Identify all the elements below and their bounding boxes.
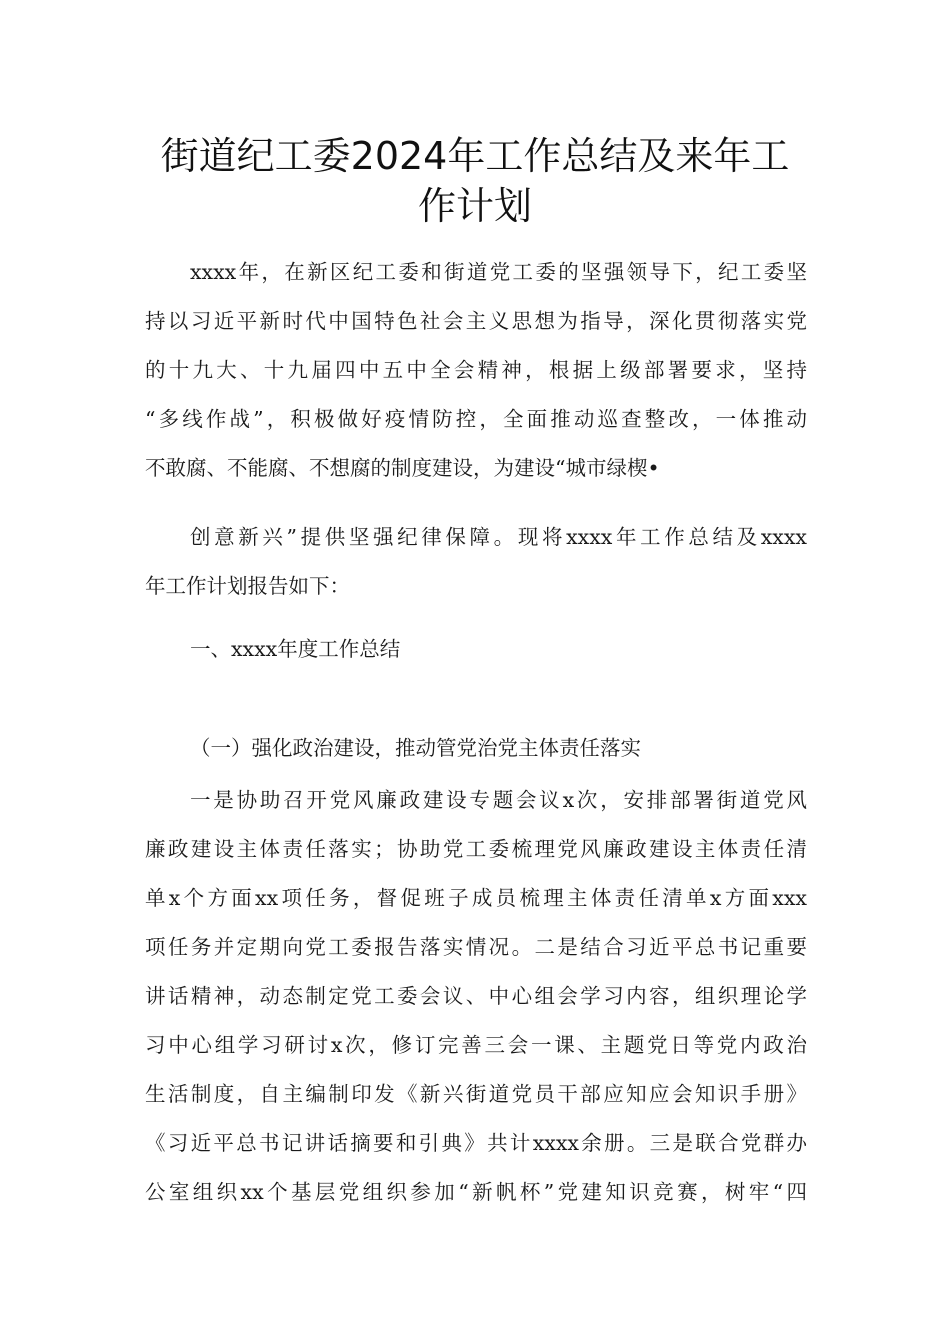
document-title-line-2: 作计划 <box>417 184 532 228</box>
paragraph-line: 讲话精神，动态制定党工委会议、中心组会学习内容，组织理论学 <box>145 984 807 1008</box>
paragraph-line: 单x个方面xx项任务，督促班子成员梳理主体责任清单x方面xxx <box>145 886 807 910</box>
paragraph-line: 《习近平总书记讲话摘要和引典》共计xxxx余册。三是联合党群办 <box>145 1131 807 1155</box>
paragraph-line: “多线作战”，积极做好疫情防控，全面推动巡查整改，一体推动 <box>145 407 807 431</box>
paragraph-line: 生活制度，自主编制印发《新兴街道党员干部应知应会知识手册》 <box>145 1082 807 1106</box>
document-title-line-1: 街道纪工委2024年工作总结及来年工 <box>160 134 790 178</box>
paragraph-line: 公室组织xx个基层党组织参加“新帆杯”党建知识竞赛，树牢“四 <box>145 1180 807 1204</box>
paragraph-line: 廉政建设主体责任落实；协助党工委梳理党风廉政建设主体责任清 <box>145 837 807 861</box>
paragraph-line: 持以习近平新时代中国特色社会主义思想为指导，深化贯彻落实党 <box>145 309 807 333</box>
paragraph-line: 的十九大、十九届四中五中全会精神，根据上级部署要求，坚持 <box>145 358 807 382</box>
paragraph-line: 年工作计划报告如下： <box>145 574 350 598</box>
paragraph-line: xxxx年，在新区纪工委和街道党工委的坚强领导下，纪工委坚 <box>190 260 807 284</box>
paragraph-line: 项任务并定期向党工委报告落实情况。二是结合习近平总书记重要 <box>145 935 807 959</box>
section-heading: 一、xxxx年度工作总结 <box>190 637 401 661</box>
paragraph-line: 习中心组学习研讨x次，修订完善三会一课、主题党日等党内政治 <box>145 1033 807 1057</box>
paragraph-line: 一是协助召开党风廉政建设专题会议x次，安排部署街道党风 <box>190 788 807 812</box>
paragraph-line: 创意新兴”提供坚强纪律保障。现将xxxx年工作总结及xxxx <box>190 525 807 549</box>
paragraph-line: 不敢腐、不能腐、不想腐的制度建设，为建设“城市绿楔• <box>145 456 660 480</box>
subsection-heading: （一）强化政治建设，推动管党治党主体责任落实 <box>190 736 641 760</box>
